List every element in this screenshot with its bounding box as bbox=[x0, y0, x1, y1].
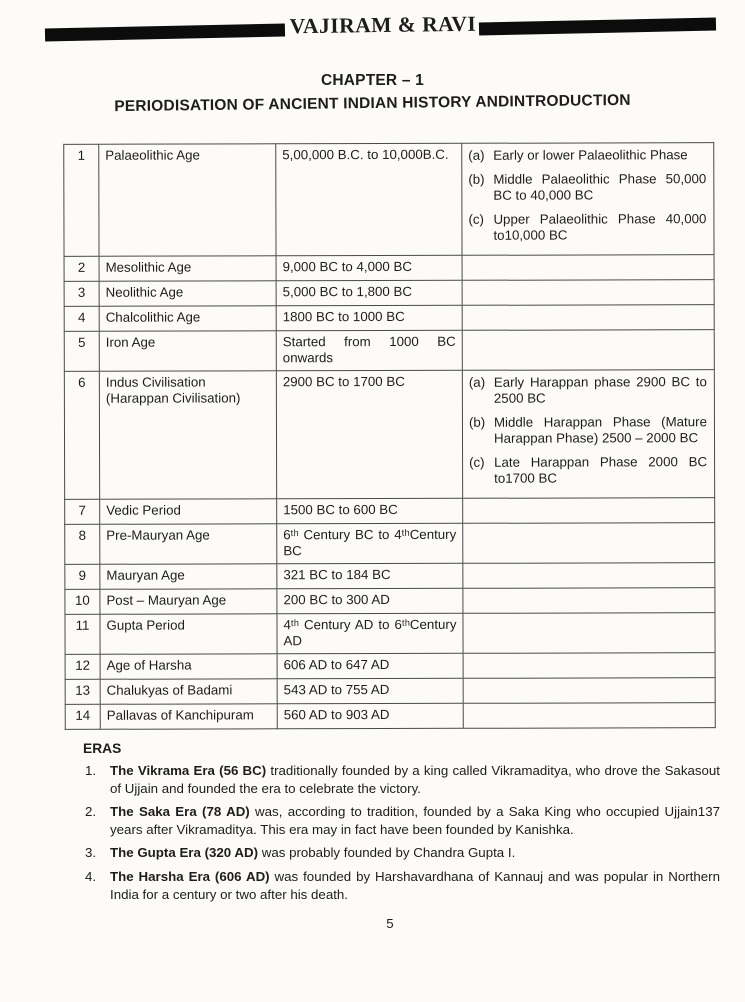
row-number-cell: 7 bbox=[65, 499, 100, 524]
brand-rule-right bbox=[479, 18, 716, 36]
phase-text: Middle Palaeolithic Phase 50,000 BC to 40,000 BC bbox=[493, 170, 707, 203]
age-name-cell: Mauryan Age bbox=[100, 563, 277, 588]
phase-item bbox=[468, 171, 707, 205]
phases-cell bbox=[463, 522, 715, 563]
phases-cell bbox=[462, 279, 714, 305]
phase-text: Middle Harappan Phase (Mature Harappan Phase) 2500 – 2000 BC bbox=[493, 413, 707, 446]
age-name-cell: Mesolithic Age bbox=[99, 255, 276, 280]
phase-marker: (b) bbox=[468, 171, 485, 187]
table-row bbox=[64, 279, 714, 306]
era-description: was, according to tradition, founded by a Saka King who occupied Ujjain137 years after Vikramaditya. This era may in fact have been founded by Kanishka. bbox=[110, 804, 720, 837]
phase-text: Early or lower Palaeolithic Phase bbox=[493, 147, 688, 163]
phases-cell bbox=[463, 587, 715, 613]
period-cell: 9,000 BC to 4,000 BC bbox=[276, 255, 462, 280]
phases-cell bbox=[463, 677, 715, 703]
age-name-cell: Vedic Period bbox=[100, 498, 277, 523]
period-cell: 5,00,000 B.C. to 10,000B.C. bbox=[276, 143, 462, 255]
table-row bbox=[64, 304, 714, 331]
list-item bbox=[83, 844, 720, 862]
phases-cell bbox=[463, 652, 715, 678]
era-description: was founded by Harshavardhana of Kannauj and was popular in Northern India for a century or two after his death. bbox=[110, 868, 720, 902]
row-number-cell: 9 bbox=[65, 564, 100, 589]
phase-item bbox=[469, 374, 708, 408]
row-number-cell: 10 bbox=[65, 589, 100, 614]
row-number-cell: 11 bbox=[65, 614, 100, 654]
row-number-cell: 2 bbox=[64, 256, 99, 281]
list-item bbox=[83, 762, 720, 797]
eras-list bbox=[83, 762, 720, 909]
phases-cell bbox=[462, 329, 714, 370]
age-name-cell: Chalcolithic Age bbox=[99, 305, 276, 330]
period-cell: 2900 BC to 1700 BC bbox=[276, 370, 462, 498]
age-name-cell: Pre-Mauryan Age bbox=[100, 523, 277, 563]
phase-text: Late Harappan Phase 2000 BC to1700 BC bbox=[494, 453, 708, 486]
period-cell: 5,000 BC to 1,800 BC bbox=[276, 280, 462, 305]
row-number-cell: 6 bbox=[64, 371, 99, 499]
list-item bbox=[83, 803, 720, 838]
table-row bbox=[64, 369, 714, 499]
era-name: The Gupta Era (320 AD) bbox=[110, 845, 259, 861]
table-row bbox=[65, 677, 715, 704]
phase-marker: (c) bbox=[469, 454, 485, 470]
age-name-cell: Palaeolithic Age bbox=[99, 144, 276, 256]
era-description: was probably founded by Chandra Gupta I. bbox=[258, 845, 516, 861]
era-description: traditionally founded by a king called Vikramaditya, who drove the Sakasout of Ujjain and founded the era to celebrate the victory. bbox=[110, 763, 721, 796]
phase-item bbox=[468, 147, 707, 164]
period-cell: 200 BC to 300 AD bbox=[277, 588, 463, 613]
table-row bbox=[65, 612, 715, 654]
row-number-cell: 4 bbox=[64, 306, 99, 331]
table-row bbox=[64, 143, 714, 256]
periodisation-table bbox=[63, 142, 716, 729]
eras-heading: ERAS bbox=[83, 741, 122, 756]
phase-marker: (c) bbox=[468, 211, 484, 227]
phases-cell bbox=[462, 304, 714, 330]
table-row bbox=[64, 329, 714, 371]
age-name-cell: Indus Civilisation (Harappan Civilisation) bbox=[99, 370, 276, 498]
table-row bbox=[65, 587, 715, 614]
age-name-cell: Neolithic Age bbox=[99, 280, 276, 305]
phases-cell bbox=[462, 369, 714, 498]
table-row bbox=[64, 254, 714, 281]
age-name-cell: Iron Age bbox=[99, 330, 276, 370]
age-name-cell: Pallavas of Kanchipuram bbox=[100, 703, 277, 728]
phase-marker: (a) bbox=[468, 374, 486, 390]
phase-item bbox=[469, 454, 708, 488]
list-item-number: 3. bbox=[85, 845, 97, 861]
era-name: The Vikrama Era (56 BC) bbox=[110, 763, 267, 778]
table-row bbox=[65, 652, 715, 679]
phases-cell bbox=[463, 702, 715, 728]
period-cell: 560 AD to 903 AD bbox=[277, 703, 463, 728]
period-cell: Started from 1000 BC onwards bbox=[276, 330, 462, 370]
page-number: 5 bbox=[386, 916, 394, 931]
row-number-cell: 1 bbox=[64, 144, 99, 256]
era-name: The Saka Era (78 AD) bbox=[110, 804, 250, 820]
phase-marker: (b) bbox=[468, 414, 486, 430]
table-row bbox=[65, 702, 715, 729]
chapter-subheading: PERIODISATION OF ANCIENT INDIAN HISTORY ANDINTRODUCTION bbox=[114, 91, 631, 116]
age-name-cell: Post – Mauryan Age bbox=[100, 588, 277, 613]
era-name: The Harsha Era (606 AD) bbox=[110, 868, 270, 884]
list-item-number: 1. bbox=[85, 763, 97, 778]
period-cell: 1500 BC to 600 BC bbox=[277, 498, 463, 523]
period-cell: 543 AD to 755 AD bbox=[277, 678, 463, 703]
table-row bbox=[65, 522, 715, 564]
phases-cell bbox=[463, 562, 715, 588]
row-number-cell: 14 bbox=[65, 704, 100, 729]
row-number-cell: 13 bbox=[65, 679, 100, 704]
phase-text: Upper Palaeolithic Phase 40,000 to10,000 BC bbox=[493, 210, 707, 243]
period-cell: 1800 BC to 1000 BC bbox=[276, 305, 462, 330]
row-number-cell: 8 bbox=[65, 524, 100, 564]
phases-cell bbox=[462, 254, 714, 280]
list-item-number: 4. bbox=[85, 868, 97, 884]
table-row bbox=[65, 497, 715, 524]
row-number-cell: 3 bbox=[64, 281, 99, 306]
list-item-number: 2. bbox=[85, 804, 97, 820]
phase-item bbox=[469, 414, 708, 448]
age-name-cell: Age of Harsha bbox=[100, 653, 277, 678]
age-name-cell: Gupta Period bbox=[100, 613, 277, 653]
phase-text: Early Harappan phase 2900 BC to 2500 BC bbox=[493, 373, 707, 406]
phases-cell bbox=[463, 497, 715, 523]
chapter-heading: CHAPTER – 1 bbox=[321, 72, 424, 89]
row-number-cell: 12 bbox=[65, 654, 100, 679]
phases-cell bbox=[462, 143, 714, 255]
phase-item bbox=[468, 211, 707, 245]
period-cell: 4ᵗʰ Century AD to 6ᵗʰCentury AD bbox=[277, 613, 463, 653]
brand-title: VAJIRAM & RAVI bbox=[289, 11, 477, 39]
phase-marker: (a) bbox=[468, 147, 485, 163]
phases-cell bbox=[463, 612, 715, 653]
brand-rule-left bbox=[45, 23, 285, 41]
period-cell: 6ᵗʰ Century BC to 4ᵗʰCentury BC bbox=[277, 523, 463, 563]
table-row bbox=[65, 562, 715, 589]
list-item bbox=[83, 868, 720, 903]
period-cell: 321 BC to 184 BC bbox=[277, 563, 463, 588]
period-cell: 606 AD to 647 AD bbox=[277, 653, 463, 678]
row-number-cell: 5 bbox=[64, 331, 99, 371]
age-name-cell: Chalukyas of Badami bbox=[100, 678, 277, 703]
